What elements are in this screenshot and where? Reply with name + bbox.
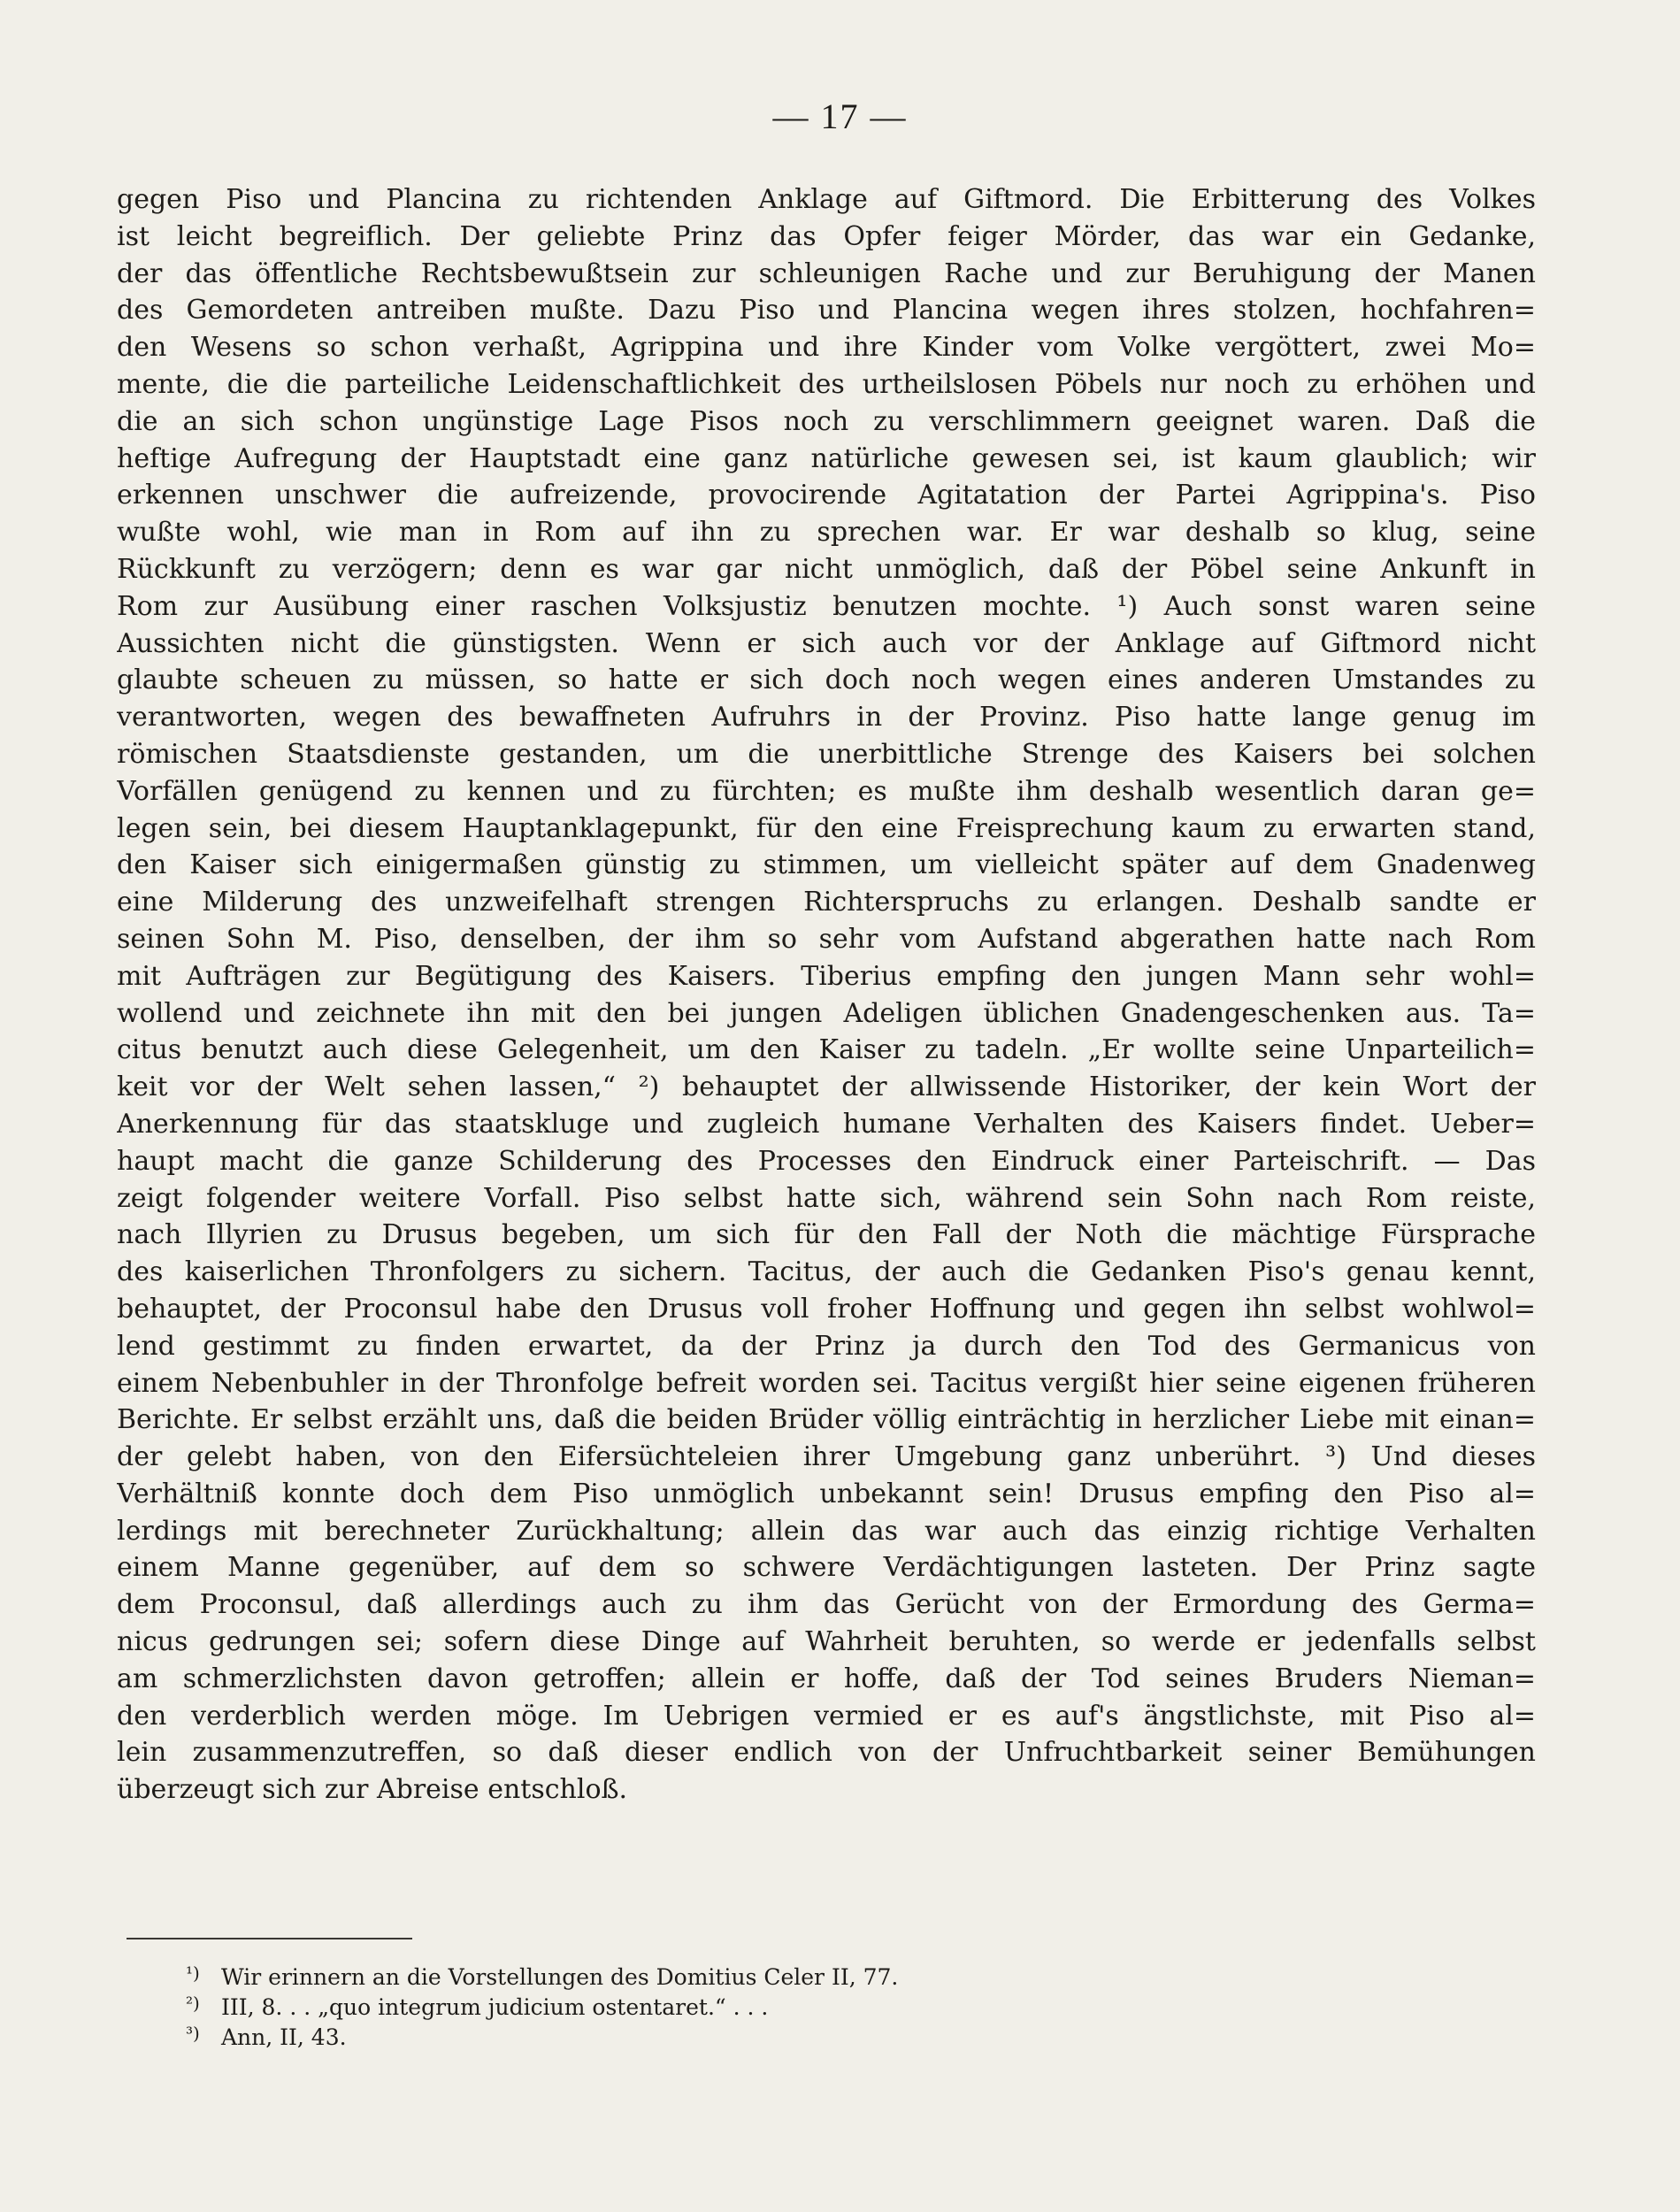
text-line: den verderblich werden möge. Im Uebrigen vermied er es auf's ängstlichste, mit Piso al=	[117, 1700, 1536, 1732]
text-line: ist leicht begreiflich. Der geliebte Prinz das Opfer feiger Mörder, das war ein Gedanke,	[117, 220, 1536, 252]
text-line: des Gemordeten antreiben mußte. Dazu Piso und Plancina wegen ihres stolzen, hochfahren=	[117, 295, 1536, 326]
text-line: glaubte scheuen zu müssen, so hatte er sich doch noch wegen eines anderen Umstandes zu	[117, 664, 1536, 696]
footnotes	[186, 1958, 1371, 2050]
page-number: — 17 —	[772, 96, 908, 136]
text-line: den Kaiser sich einigermaßen günstig zu stimmen, um vielleicht später auf dem Gnadenweg	[117, 849, 1536, 881]
body-text	[117, 181, 1536, 1809]
footnote-marker: ¹)	[186, 1962, 200, 1984]
text-line: legen sein, bei diesem Hauptanklagepunkt, für den eine Freisprechung kaum zu erwarten stand,	[117, 812, 1536, 844]
text-line: lerdings mit berechneter Zurückhaltung; allein das war auch das einzig richtige Verhalten	[117, 1515, 1536, 1547]
footnote	[186, 1988, 1371, 2020]
text-line: überzeugt sich zur Abreise entschloß.	[117, 1774, 628, 1806]
footnote-marker: ²)	[186, 1993, 200, 2014]
text-line: der das öffentliche Rechtsbewußtsein zur schleunigen Rache und zur Beruhigung der Manen	[117, 257, 1536, 289]
footnote-text: Ann, II, 43.	[221, 2024, 347, 2050]
text-line: gegen Piso und Plancina zu richtenden Anklage auf Giftmord. Die Erbitterung des Volkes	[117, 184, 1536, 215]
text-line: Rom zur Ausübung einer raschen Volksjustiz benutzen mochte. ¹) Auch sonst waren seine	[117, 590, 1536, 622]
text-line: einem Nebenbuhler in der Thronfolge befreit worden sei. Tacitus vergißt hier seine eigenen früheren	[117, 1367, 1536, 1399]
footnote-divider	[127, 1938, 412, 1939]
text-line: lend gestimmt zu finden erwartet, da der Prinz ja durch den Tod des Germanicus von	[117, 1330, 1536, 1362]
text-line: Berichte. Er selbst erzählt uns, daß die beiden Brüder völlig einträchtig in herzlicher Liebe mit einan=	[117, 1404, 1536, 1436]
text-line: am schmerzlichsten davon getroffen; allein er hoffe, daß der Tod seines Bruders Nieman=	[117, 1663, 1536, 1694]
text-line: lein zusammenzutreffen, so daß dieser endlich von der Unfruchtbarkeit seiner Bemühungen	[117, 1737, 1536, 1769]
text-line: Vorfällen genügend zu kennen und zu fürchten; es mußte ihm deshalb wesentlich daran ge=	[117, 775, 1536, 807]
text-line: zeigt folgender weitere Vorfall. Piso selbst hatte sich, während sein Sohn nach Rom reiste,	[117, 1182, 1536, 1214]
footnote	[186, 1958, 1371, 1990]
text-line: erkennen unschwer die aufreizende, provocirende Agitatation der Partei Agrippina's. Piso	[117, 480, 1536, 511]
text-line: Aussichten nicht die günstigsten. Wenn er sich auch vor der Anklage auf Giftmord nicht	[117, 627, 1536, 659]
text-line: mente, die die parteiliche Leidenschaftlichkeit des urtheilslosen Pöbels nur noch zu erhöhen und	[117, 368, 1536, 400]
footnote-text: Wir erinnern an die Vorstellungen des Domitius Celer II, 77.	[221, 1964, 899, 1990]
text-line: eine Milderung des unzweifelhaft strengen Richterspruchs zu erlangen. Deshalb sandte er	[117, 887, 1536, 918]
text-line: nicus gedrungen sei; sofern diese Dinge auf Wahrheit beruhten, so werde er jedenfalls selbst	[117, 1626, 1536, 1658]
text-line: Anerkennung für das staatskluge und zugleich humane Verhalten des Kaisers findet. Ueber=	[117, 1108, 1536, 1140]
text-line: wußte wohl, wie man in Rom auf ihn zu sprechen war. Er war deshalb so klug, seine	[117, 517, 1536, 549]
text-line: des kaiserlichen Thronfolgers zu sichern. Tacitus, der auch die Gedanken Piso's genau kennt,	[117, 1256, 1536, 1288]
text-line: haupt macht die ganze Schilderung des Processes den Eindruck einer Parteischrift. — Das	[117, 1145, 1536, 1177]
text-line: verantworten, wegen des bewaffneten Aufruhrs in der Provinz. Piso hatte lange genug im	[117, 702, 1536, 733]
text-line: citus benutzt auch diese Gelegenheit, um den Kaiser zu tadeln. „Er wollte seine Unparteilich=	[117, 1034, 1536, 1066]
text-line: behauptet, der Proconsul habe den Drusus voll froher Hoffnung und gegen ihn selbst wohlwol=	[117, 1293, 1536, 1325]
text-line: nach Illyrien zu Drusus begeben, um sich für den Fall der Noth die mächtige Fürsprache	[117, 1219, 1536, 1251]
text-line: der gelebt haben, von den Eifersüchteleien ihrer Umgebung ganz unberührt. ³) Und dieses	[117, 1441, 1536, 1473]
footnote-marker: ³)	[186, 2023, 200, 2044]
text-line: römischen Staatsdienste gestanden, um die unerbittliche Strenge des Kaisers bei solchen	[117, 738, 1536, 770]
text-line: einem Manne gegenüber, auf dem so schwere Verdächtigungen lasteten. Der Prinz sagte	[117, 1552, 1536, 1584]
text-line: seinen Sohn M. Piso, denselben, der ihm so sehr vom Aufstand abgerathen hatte nach Rom	[117, 923, 1536, 955]
text-line: wollend und zeichnete ihn mit den bei jungen Adeligen üblichen Gnadengeschenken aus. Ta=	[117, 997, 1536, 1029]
text-line: die an sich schon ungünstige Lage Pisos noch zu verschlimmern geeignet waren. Daß die	[117, 405, 1536, 437]
text-line: dem Proconsul, daß allerdings auch zu ihm das Gerücht von der Ermordung des Germa=	[117, 1589, 1536, 1621]
footnote	[186, 2018, 1371, 2050]
text-line: Rückkunft zu verzögern; denn es war gar nicht unmöglich, daß der Pöbel seine Ankunft in	[117, 553, 1536, 585]
footnote-text: III, 8. . . „quo integrum judicium ostentaret.“ . . .	[221, 1994, 769, 2020]
text-line: den Wesens so schon verhaßt, Agrippina und ihre Kinder vom Volke vergöttert, zwei Mo=	[117, 332, 1536, 364]
text-line: mit Aufträgen zur Begütigung des Kaisers. Tiberius empfing den jungen Mann sehr wohl=	[117, 960, 1536, 992]
text-line: heftige Aufregung der Hauptstadt eine ganz natürliche gewesen sei, ist kaum glaublich; wir	[117, 442, 1536, 474]
text-line: keit vor der Welt sehen lassen,“ ²) behauptet der allwissende Historiker, der kein Wort der	[117, 1071, 1536, 1103]
text-line: Verhältniß konnte doch dem Piso unmöglich unbekannt sein! Drusus empfing den Piso al=	[117, 1478, 1536, 1509]
